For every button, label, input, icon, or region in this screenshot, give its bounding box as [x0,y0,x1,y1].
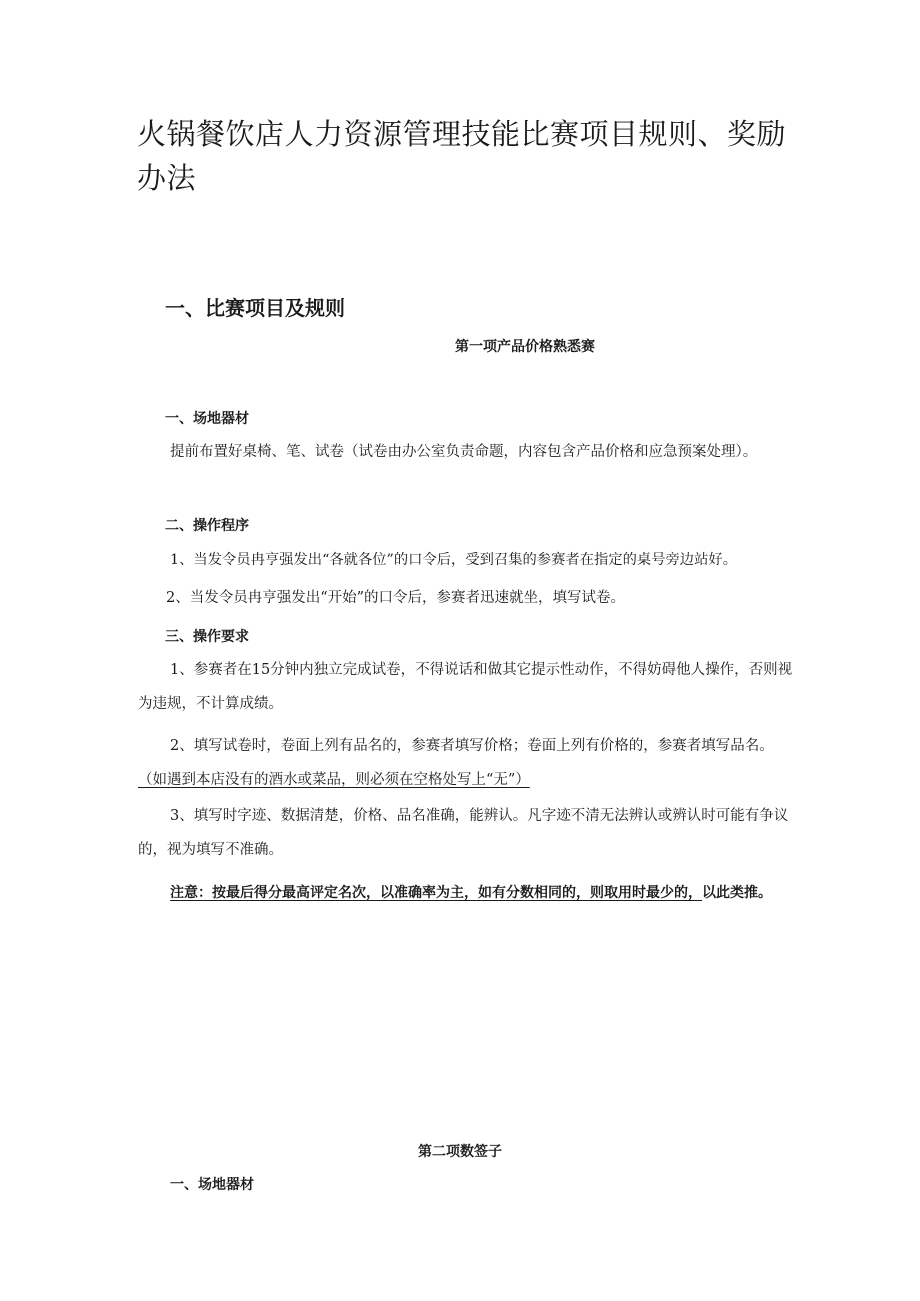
event1-s3-item2-underlined: （如遇到本店没有的酒水或菜品，则必须在空格处写上“无”） [138,772,530,788]
document-title: 火锅餐饮店人力资源管理技能比赛项目规则、奖励办法 [137,117,787,195]
event1-s3-heading: 三、操作要求 [165,629,249,645]
event1-s3-item3: 3、填写时字迹、数据清楚，价格、品名准确，能辨认。凡字迹不清无法辨认或辨认时可能有争议的，视为填写不准确。 [138,808,789,858]
event2-s1-heading: 一、场地器材 [170,1177,254,1193]
event1-s3-item2 [138,729,793,797]
event1-s2-heading: 二、操作程序 [165,518,249,534]
event1-title: 第一项产品价格熟悉赛 [455,339,595,355]
event1-s1-heading: 一、场地器材 [165,411,249,427]
section-heading: 一、比赛项目及规则 [165,296,345,320]
event2-title: 第二项数签子 [418,1144,502,1160]
event1-note [138,876,788,910]
event1-s3-item1: 1、参赛者在15分钟内独立完成试卷，不得说话和做其它提示性动作，不得妨碍他人操作，否则视为违规，不计算成绩。 [138,662,793,712]
event1-s1-text: 提前布置好桌椅、笔、试卷（试卷由办公室负责命题，内容包含产品价格和应急预案处理）。 [170,444,758,460]
event1-note-tail: 以此类推。 [702,885,772,901]
event1-note-underlined: 注意：按最后得分最高评定名次，以准确率为主，如有分数相同的，则取用时最少的， [170,885,702,901]
event1-s3-item2-main: 2、填写试卷时，卷面上列有品名的，参赛者填写价格；卷面上列有价格的，参赛者填写品名。 [170,738,774,754]
event1-s2-item2: 2、当发令员冉亨强发出“开始”的口令后，参赛者迅速就坐，填写试卷。 [166,590,626,606]
event1-s2-item1: 1、当发令员冉亨强发出“各就各位”的口令后，受到召集的参赛者在指定的桌号旁边站好。 [170,552,737,568]
